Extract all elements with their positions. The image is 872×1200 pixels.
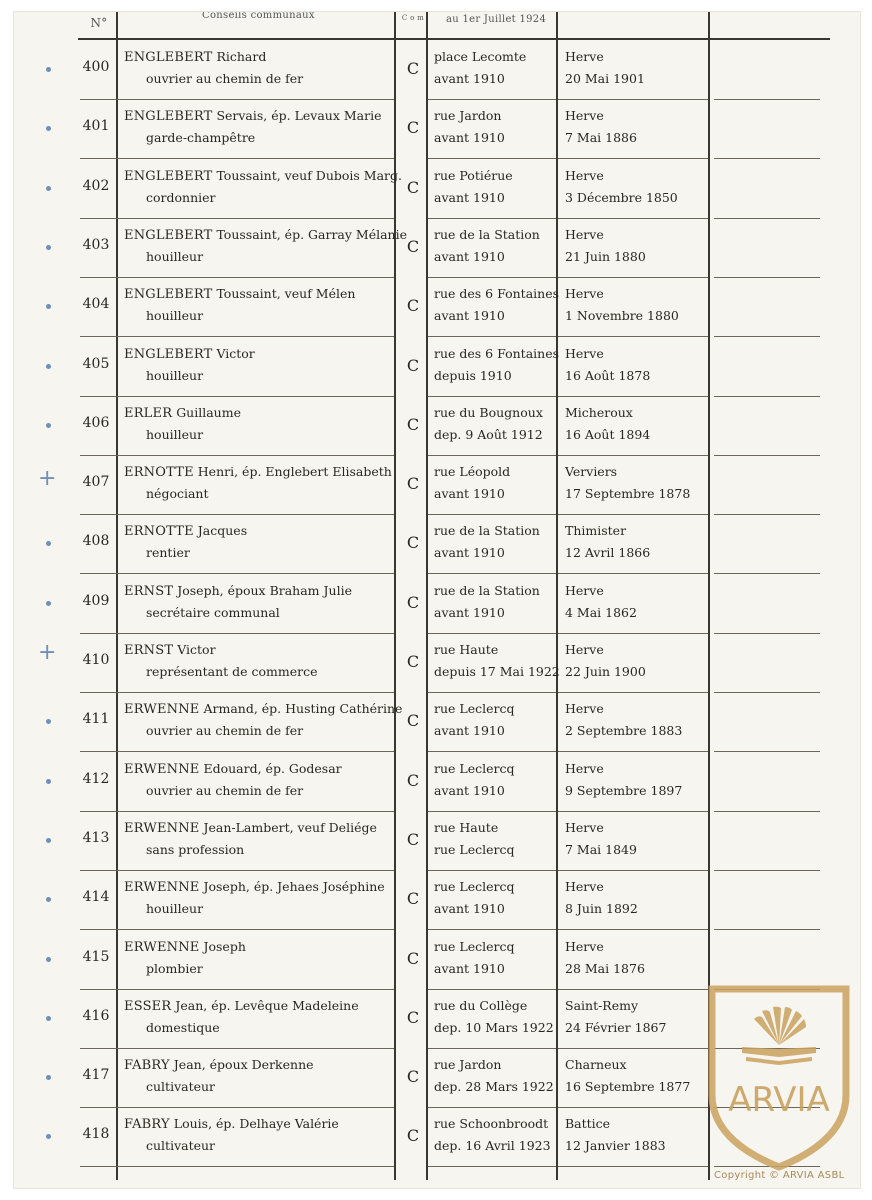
dot-mark-icon: [46, 838, 51, 843]
copyright-notice: Copyright © ARVIA ASBL: [714, 1170, 845, 1181]
entry-birthplace: Herve: [565, 760, 604, 776]
entry-birthplace: Micheroux: [565, 404, 633, 420]
entry-residence-since: avant 1910: [434, 308, 505, 324]
entry-name: [124, 49, 266, 65]
entry-name: [124, 998, 359, 1014]
entry-birthdate: 21 Juin 1880: [565, 248, 646, 264]
entry-birthplace: Saint-Remy: [565, 997, 639, 1013]
register-row: [14, 160, 860, 219]
entry-address: rue Jardon: [434, 108, 502, 124]
entry-surname: ERWENNE: [124, 702, 200, 718]
entry-class: C: [406, 236, 420, 256]
header-rule: [78, 38, 830, 40]
entry-address: rue de la Station: [434, 226, 540, 242]
register-row: [14, 575, 860, 634]
entry-class: C: [406, 177, 420, 197]
entry-number: 406: [82, 414, 110, 431]
dot-mark-icon: [46, 601, 51, 606]
entry-residence-since: avant 1910: [434, 248, 505, 264]
entry-birthplace: Verviers: [565, 464, 618, 480]
entry-residence-since: dep. 16 Avril 1923: [434, 1138, 551, 1154]
entry-name: [124, 642, 216, 658]
dot-mark-icon: [46, 186, 51, 191]
entry-birthplace: Herve: [565, 879, 604, 895]
entry-occupation: houilleur: [146, 367, 204, 383]
entry-number: 401: [82, 118, 110, 135]
book-icon: [742, 1007, 816, 1065]
entry-given-name: Joseph, ép. Jehaes Joséphine: [203, 879, 385, 895]
entry-residence-since: avant 1910: [434, 71, 505, 86]
dot-mark-icon: [46, 541, 51, 546]
entry-name: [124, 405, 241, 421]
register-row: [14, 41, 860, 100]
entry-name: [124, 820, 377, 836]
entry-number: 418: [82, 1126, 110, 1143]
entry-birthdate: 24 Février 1867: [565, 1019, 667, 1035]
entry-name: [124, 583, 352, 599]
entry-residence-since: dep. 28 Mars 1922: [434, 1079, 554, 1095]
entry-surname: ERWENNE: [124, 761, 200, 777]
entry-occupation: plombier: [146, 960, 203, 976]
entry-address: rue Leclercq: [434, 879, 515, 895]
entry-class: C: [406, 1007, 420, 1027]
entry-birthplace: Herve: [565, 819, 604, 835]
entry-class: C: [406, 533, 420, 553]
entry-occupation: représentant de commerce: [146, 664, 318, 679]
entry-address: place Lecomte: [434, 49, 527, 64]
entry-residence-since: rue Leclercq: [434, 841, 515, 857]
entry-class: C: [406, 652, 420, 671]
entry-given-name: Toussaint, veuf Dubois Marg.: [216, 167, 402, 183]
header-residence: au 1er Juillet 1924: [446, 14, 547, 25]
entry-occupation: ouvrier au chemin de fer: [146, 782, 304, 798]
entry-occupation: cordonnier: [146, 189, 216, 205]
entry-residence-since: avant 1910: [434, 545, 505, 561]
header-number: N°: [90, 16, 108, 30]
dot-mark-icon: [46, 719, 51, 724]
entry-address: rue Haute: [434, 642, 499, 657]
entry-address: rue Leclercq: [434, 760, 515, 776]
entry-given-name: Jean-Lambert, veuf Deliége: [203, 819, 377, 835]
entry-address: rue Leclercq: [434, 938, 515, 954]
entry-occupation: cultivateur: [146, 1079, 216, 1095]
entry-class: C: [406, 592, 420, 612]
entry-given-name: Jean, ép. Levêque Madeleine: [175, 997, 359, 1013]
entry-birthdate: 3 Décembre 1850: [565, 189, 678, 205]
entry-birthdate: 9 Septembre 1897: [565, 782, 683, 798]
dot-mark-icon: [46, 304, 51, 309]
entry-address: rue Haute: [434, 819, 499, 835]
entry-birthdate: 1 Novembre 1880: [565, 308, 679, 324]
register-row: [14, 634, 860, 693]
entry-name: [124, 1057, 314, 1073]
entry-number: 400: [82, 59, 110, 75]
entry-number: 407: [82, 474, 110, 491]
entry-given-name: Richard: [216, 49, 267, 64]
dot-mark-icon: [46, 126, 51, 131]
entry-surname: ENGLEBERT: [124, 50, 213, 65]
entry-number: 405: [82, 355, 110, 372]
entry-birthdate: 12 Avril 1866: [565, 545, 651, 561]
entry-birthdate: 22 Juin 1900: [565, 664, 646, 679]
entry-address: rue du Bougnoux: [434, 404, 543, 420]
entry-address: rue Leclercq: [434, 701, 515, 717]
entry-class: C: [406, 829, 420, 849]
entry-address: rue de la Station: [434, 582, 540, 598]
entry-number: 402: [82, 177, 110, 194]
entry-given-name: Jean, époux Derkenne: [173, 1057, 314, 1073]
cross-mark-icon: +: [38, 640, 57, 665]
register-row: [14, 100, 860, 159]
entry-name: [124, 168, 402, 184]
entry-birthplace: Herve: [565, 938, 604, 954]
entry-class: C: [406, 474, 420, 494]
entry-birthdate: 16 Septembre 1877: [565, 1079, 691, 1095]
entry-residence-since: avant 1910: [434, 486, 505, 502]
dot-mark-icon: [46, 245, 51, 250]
entry-birthdate: 7 Mai 1849: [565, 841, 637, 857]
entry-name: [124, 108, 382, 124]
entry-class: C: [406, 296, 420, 316]
entry-class: C: [406, 711, 420, 731]
entry-occupation: négociant: [146, 486, 209, 502]
row-rule: [558, 1166, 708, 1167]
entry-address: rue Léopold: [434, 464, 511, 480]
entry-birthdate: 17 Septembre 1878: [565, 486, 691, 502]
entry-name: [124, 879, 385, 895]
register-row: [14, 871, 860, 930]
entry-given-name: Jacques: [197, 523, 248, 539]
register-row: [14, 278, 860, 337]
entry-birthplace: Herve: [565, 701, 604, 717]
entry-surname: ERNOTTE: [124, 465, 194, 481]
entry-address: rue Potiérue: [434, 167, 513, 183]
entry-surname: ENGLEBERT: [124, 109, 213, 125]
entry-name: [124, 346, 255, 362]
entry-occupation: houilleur: [146, 248, 204, 264]
entry-surname: ERWENNE: [124, 939, 200, 955]
entry-residence-since: dep. 10 Mars 1922: [434, 1019, 554, 1035]
entry-occupation: houilleur: [146, 308, 204, 324]
entry-class: C: [406, 118, 420, 138]
entry-number: 415: [82, 948, 110, 965]
entry-address: rue du Collège: [434, 997, 528, 1013]
entry-given-name: Toussaint, veuf Mélen: [216, 286, 356, 302]
entry-number: 408: [82, 533, 110, 550]
entry-name: [124, 464, 392, 480]
register-row: [14, 456, 860, 515]
entry-number: 416: [82, 1007, 110, 1024]
entry-name: [124, 939, 246, 955]
entry-given-name: Edouard, ép. Godesar: [203, 760, 342, 776]
entry-number: 412: [82, 770, 110, 787]
entry-residence-since: avant 1910: [434, 782, 505, 798]
register-row: [14, 812, 860, 871]
entry-residence-since: depuis 1910: [434, 367, 512, 383]
entry-birthplace: Herve: [565, 642, 604, 657]
entry-birthdate: 7 Mai 1886: [565, 130, 637, 146]
entry-birthplace: Herve: [565, 286, 604, 302]
dot-mark-icon: [46, 1134, 51, 1139]
entry-class: C: [406, 414, 420, 434]
entry-class: C: [406, 59, 420, 78]
entry-birthplace: Herve: [565, 345, 604, 361]
entry-given-name: Joseph: [203, 938, 246, 954]
entry-residence-since: avant 1910: [434, 130, 505, 146]
entry-surname: ERNOTTE: [124, 524, 194, 540]
entry-surname: ENGLEBERT: [124, 346, 213, 362]
entry-surname: ERNST: [124, 643, 174, 658]
entry-residence-since: avant 1910: [434, 960, 505, 976]
arvia-logo: [698, 975, 860, 1175]
entry-class: C: [406, 948, 420, 968]
entry-number: 409: [82, 592, 110, 609]
entry-occupation: domestique: [146, 1019, 220, 1035]
entry-residence-since: avant 1910: [434, 723, 505, 739]
entry-given-name: Victor: [177, 642, 216, 657]
entry-birthplace: Herve: [565, 226, 604, 242]
entry-surname: ERWENNE: [124, 880, 200, 896]
cross-mark-icon: +: [38, 466, 57, 492]
entry-class: C: [406, 770, 420, 790]
dot-mark-icon: [46, 67, 51, 72]
entry-residence-since: avant 1910: [434, 189, 505, 205]
entry-birthplace: Charneux: [565, 1057, 627, 1073]
dot-mark-icon: [46, 779, 51, 784]
register-row: [14, 515, 860, 574]
entry-occupation: secrétaire communal: [146, 604, 280, 620]
entry-birthdate: 16 Août 1894: [565, 426, 651, 442]
entry-residence-since: dep. 9 Août 1912: [434, 426, 543, 442]
entry-residence-since: avant 1910: [434, 901, 505, 917]
dot-mark-icon: [46, 364, 51, 369]
entry-number: 413: [82, 829, 110, 846]
register-row: [14, 753, 860, 812]
entry-surname: FABRY: [124, 1058, 170, 1074]
entry-name: [124, 701, 402, 717]
entry-given-name: Louis, ép. Delhaye Valérie: [173, 1116, 339, 1132]
entry-surname: ESSER: [124, 998, 172, 1014]
entry-occupation: houilleur: [146, 426, 204, 442]
entry-class: C: [406, 1067, 420, 1087]
entry-given-name: Toussaint, ép. Garray Mélanie: [216, 226, 407, 242]
entry-name: [124, 227, 407, 243]
entry-address: rue des 6 Fontaines: [434, 286, 560, 302]
row-rule: [80, 1166, 118, 1167]
register-row: [14, 693, 860, 752]
entry-birthdate: 8 Juin 1892: [565, 901, 638, 917]
dot-mark-icon: [46, 423, 51, 428]
entry-class: C: [406, 1126, 420, 1146]
entry-surname: ERNST: [124, 583, 174, 599]
entry-birthplace: Herve: [565, 49, 604, 64]
entry-given-name: Victor: [216, 345, 255, 361]
entry-address: rue Schoonbroodt: [434, 1116, 549, 1132]
entry-occupation: rentier: [146, 545, 190, 561]
row-rule: [118, 1166, 394, 1167]
entry-number: 404: [82, 296, 110, 313]
entry-given-name: Armand, ép. Husting Cathérine: [203, 701, 403, 717]
entry-surname: ERWENNE: [124, 820, 200, 836]
entry-given-name: Henri, ép. Englebert Elisabeth: [197, 464, 392, 480]
entry-address: rue des 6 Fontaines: [434, 345, 560, 361]
logo-text: ARVIA: [728, 1080, 830, 1120]
register-row: [14, 219, 860, 278]
entry-birthplace: Herve: [565, 167, 604, 183]
entry-birthplace: Thimister: [565, 523, 627, 539]
entry-occupation: houilleur: [146, 901, 204, 917]
entry-number: 417: [82, 1067, 110, 1084]
entry-given-name: Guillaume: [176, 404, 241, 420]
entry-occupation: ouvrier au chemin de fer: [146, 71, 304, 86]
header-council: Conseils communaux: [202, 12, 315, 21]
entry-birthplace: Battice: [565, 1116, 611, 1132]
entry-birthdate: 16 Août 1878: [565, 367, 651, 383]
entry-occupation: sans profession: [146, 841, 245, 857]
entry-address: rue Jardon: [434, 1057, 502, 1073]
entry-birthdate: 2 Septembre 1883: [565, 723, 683, 739]
entry-occupation: garde-champêtre: [146, 130, 256, 146]
dot-mark-icon: [46, 1075, 51, 1080]
entry-occupation: ouvrier au chemin de fer: [146, 723, 304, 739]
entry-surname: ENGLEBERT: [124, 168, 213, 184]
entry-surname: ERLER: [124, 405, 173, 421]
entry-number: 410: [82, 652, 110, 668]
entry-name: [124, 761, 342, 777]
entry-given-name: Servais, ép. Levaux Marie: [216, 108, 382, 124]
entry-class: C: [406, 889, 420, 909]
register-row: [14, 338, 860, 397]
row-rule: [428, 1166, 556, 1167]
entry-number: 414: [82, 889, 110, 906]
dot-mark-icon: [46, 897, 51, 902]
entry-name: [124, 523, 247, 539]
register-row: [14, 397, 860, 456]
entry-surname: ENGLEBERT: [124, 227, 213, 243]
header-class: C o m: [401, 14, 425, 22]
entry-birthdate: 28 Mai 1876: [565, 960, 645, 976]
entry-birthdate: 4 Mai 1862: [565, 604, 637, 620]
entry-number: 403: [82, 236, 110, 253]
entry-class: C: [406, 355, 420, 375]
dot-mark-icon: [46, 1016, 51, 1021]
entry-birthplace: Herve: [565, 582, 604, 598]
entry-given-name: Joseph, époux Braham Julie: [177, 582, 352, 598]
entry-birthdate: 12 Janvier 1883: [565, 1138, 666, 1154]
entry-name: [124, 1116, 339, 1132]
dot-mark-icon: [46, 957, 51, 962]
entry-number: 411: [82, 711, 110, 728]
entry-name: [124, 286, 355, 302]
entry-surname: ENGLEBERT: [124, 287, 213, 303]
entry-birthdate: 20 Mai 1901: [565, 71, 645, 86]
entry-occupation: cultivateur: [146, 1138, 216, 1154]
entry-residence-since: depuis 17 Mai 1922: [434, 664, 560, 679]
entry-address: rue de la Station: [434, 523, 540, 539]
entry-residence-since: avant 1910: [434, 604, 505, 620]
entry-birthplace: Herve: [565, 108, 604, 124]
entry-surname: FABRY: [124, 1117, 170, 1133]
